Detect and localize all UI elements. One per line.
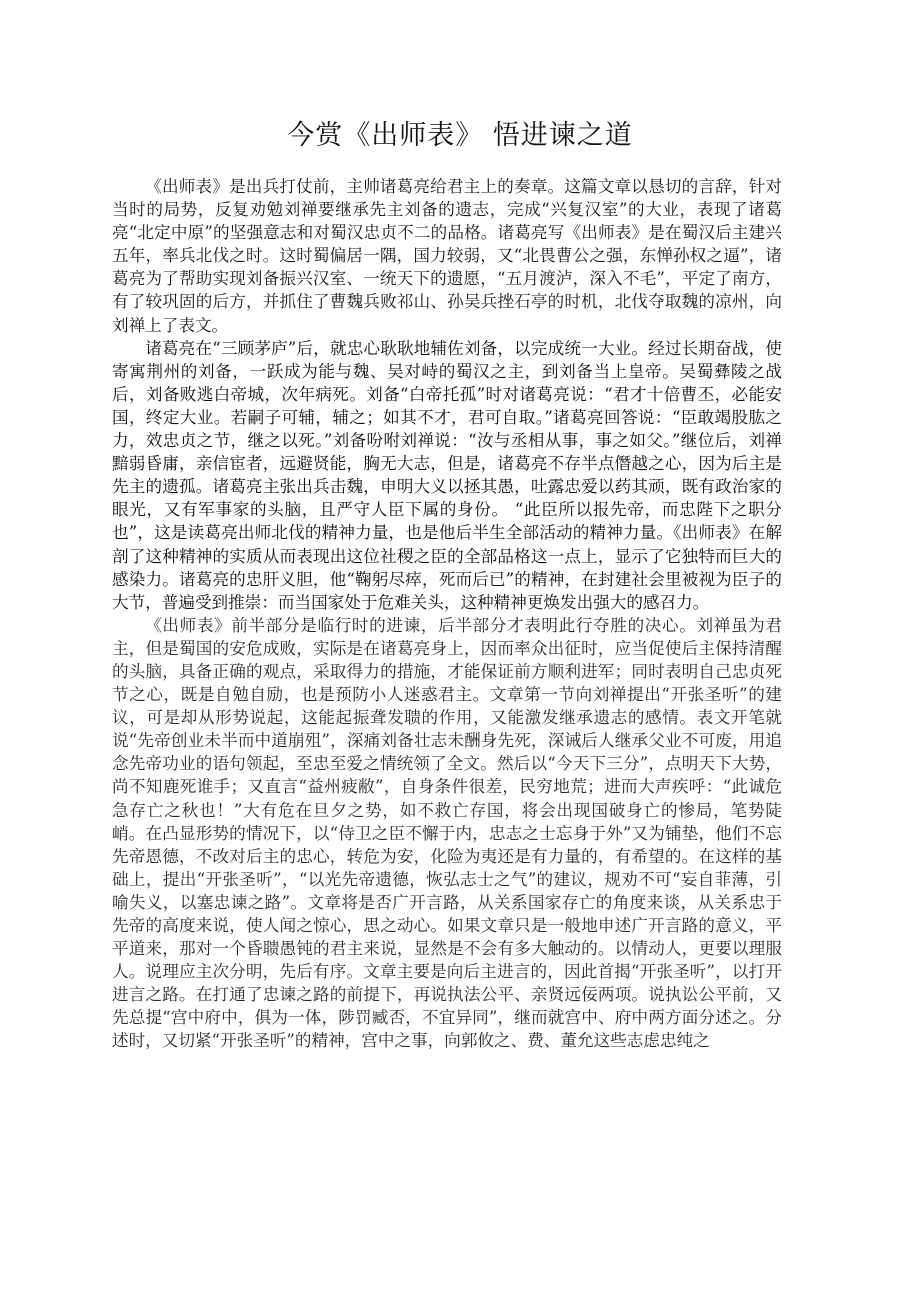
paragraph-1: 《出师表》是出兵打仗前，主帅诸葛亮给君主上的奏章。这篇文章以恳切的言辞，针对当时的局势，反复劝勉刘禅要继承先主刘备的遗志，完成“兴复汉室”的大业，表现了诸葛亮“北定中原”的坚强意志和对蜀汉忠贞不二的品格。诸葛亮写《出师表》是在蜀汉后主建兴五年，率兵北伐之时。这时蜀偏居一隅，国力较弱，又“北畏曹公之强，东惮孙权之逼”，诸葛亮为了帮助实现刘备振兴汉室、一统天下的遗愿，“五月渡泸，深入不毛”，平定了南方，有了较巩固的后方，并抓住了曹魏兵败祁山、孙吴兵挫石亭的时机，北伐夺取魏的凉州，向刘禅上了表文。 — [112, 177, 782, 335]
paragraph-2: 诸葛亮在“三顾茅庐”后，就忠心耿耿地辅佐刘备，以完成统一大业。经过长期奋战，使寄寓荆州的刘备，一跃成为能与魏、吴对峙的蜀汉之主，到刘备当上皇帝。吴蜀彝陵之战后，刘备败逃白帝城，次年病死。刘备“白帝托孤”时对诸葛亮说：“君才十倍曹丕，必能安国，终定大业。若嗣子可辅，辅之；如其不才，君可自取。”诸葛亮回答说：“臣敢竭股肱之力，效忠贞之节，继之以死。”刘备吩咐刘禅说：“汝与丞相从事，事之如父。”继位后，刘禅黯弱昏庸，亲信宦者，远避贤能，胸无大志，但是，诸葛亮不存半点僭越之心，因为后主是先主的遗孤。诸葛亮主张出兵击魏，申明大义以拯其愚，吐露忠爱以药其顽，既有政治家的眼光，又有军事家的头脑，且严守人臣下属的身份。 “此臣所以报先帝，而忠陛下之职分也”，这是读葛亮出师北伐的精神力量，也是他后半生全部活动的精神力量。《出师表》在解剖了这种精神的实质从而表现出这位社稷之臣的全部品格这一点上，显示了它独特而巨大的感染力。诸葛亮的忠肝义胆，他“鞠躬尽瘁，死而后已”的精神，在封建社会里被视为臣子的大节，普遍受到推崇：而当国家处于危难关头，这种精神更焕发出强大的感召力。 — [112, 338, 782, 612]
paragraph-3: 《出师表》前半部分是临行时的进谏，后半部分才表明此行夺胜的决心。刘禅虽为君主，但是蜀国的安危成败，实际是在诸葛亮身上，因而率众出征时，应当促使后主保持清醒的头脑，具备正确的观点，采取得力的措施，才能保证前方顺利进军；同时表明自己忠贞死节之心，既是自勉自励，也是预防小人迷惑君主。文章第一节向刘禅提出“开张圣听”的建议，可是却从形势说起，这能起振聋发聩的作用，又能激发继承遗志的感情。表文开笔就说“先帝创业未半而中道崩殂”，深痛刘备壮志未酬身先死，深诫后人继承父业不可废，用追念先帝功业的语句领起，至忠至爱之情统领了全文。然后以“今天下三分”，点明天下大势，尚不知鹿死谁手；又直言“益州疲敝”，自身条件很差，民穷地荒；进而大声疾呼：“此诚危急存亡之秋也！”大有危在旦夕之势，如不救亡存国，将会出现国破身亡的惨局，笔势陡峭。在凸显形势的情况下，以“侍卫之臣不懈于内，忠志之士忘身于外”又为铺垫，他们不忘先帝恩德，不改对后主的忠心，转危为安，化险为夷还是有力量的，有希望的。在这样的基础上，提出“开张圣听”，“以光先帝遗德，恢弘志士之气”的建议，规劝不可“妄自菲薄，引喻失义，以塞忠谏之路”。文章将是否广开言路，从关系国家存亡的角度来谈，从关系忠于先帝的高度来说，使人闻之惊心，思之动心。如果文章只是一般地申述广开言路的意义，平平道来，那对一个昏聩愚钝的君主来说，显然是不会有多大触动的。以情动人，更要以理服人。说理应主次分明，先后有序。文章主要是向后主进言的，因此首揭“开张圣听”，以打开进言之路。在打通了忠谏之路的前提下，再说执法公平、亲贤远佞两项。说执讼公平前，又先总提“宫中府中，俱为一体，陟罚臧否，不宜异同”，继而就宫中、府中两方面分述之。分述时，又切紧“开张圣听”的精神，宫中之事，向郭攸之、费、董允这些志虑忠纯之 — [112, 615, 782, 1051]
document-title: 今赏《出师表》 悟进谏之道 — [287, 120, 633, 151]
document-body — [112, 175, 782, 1053]
